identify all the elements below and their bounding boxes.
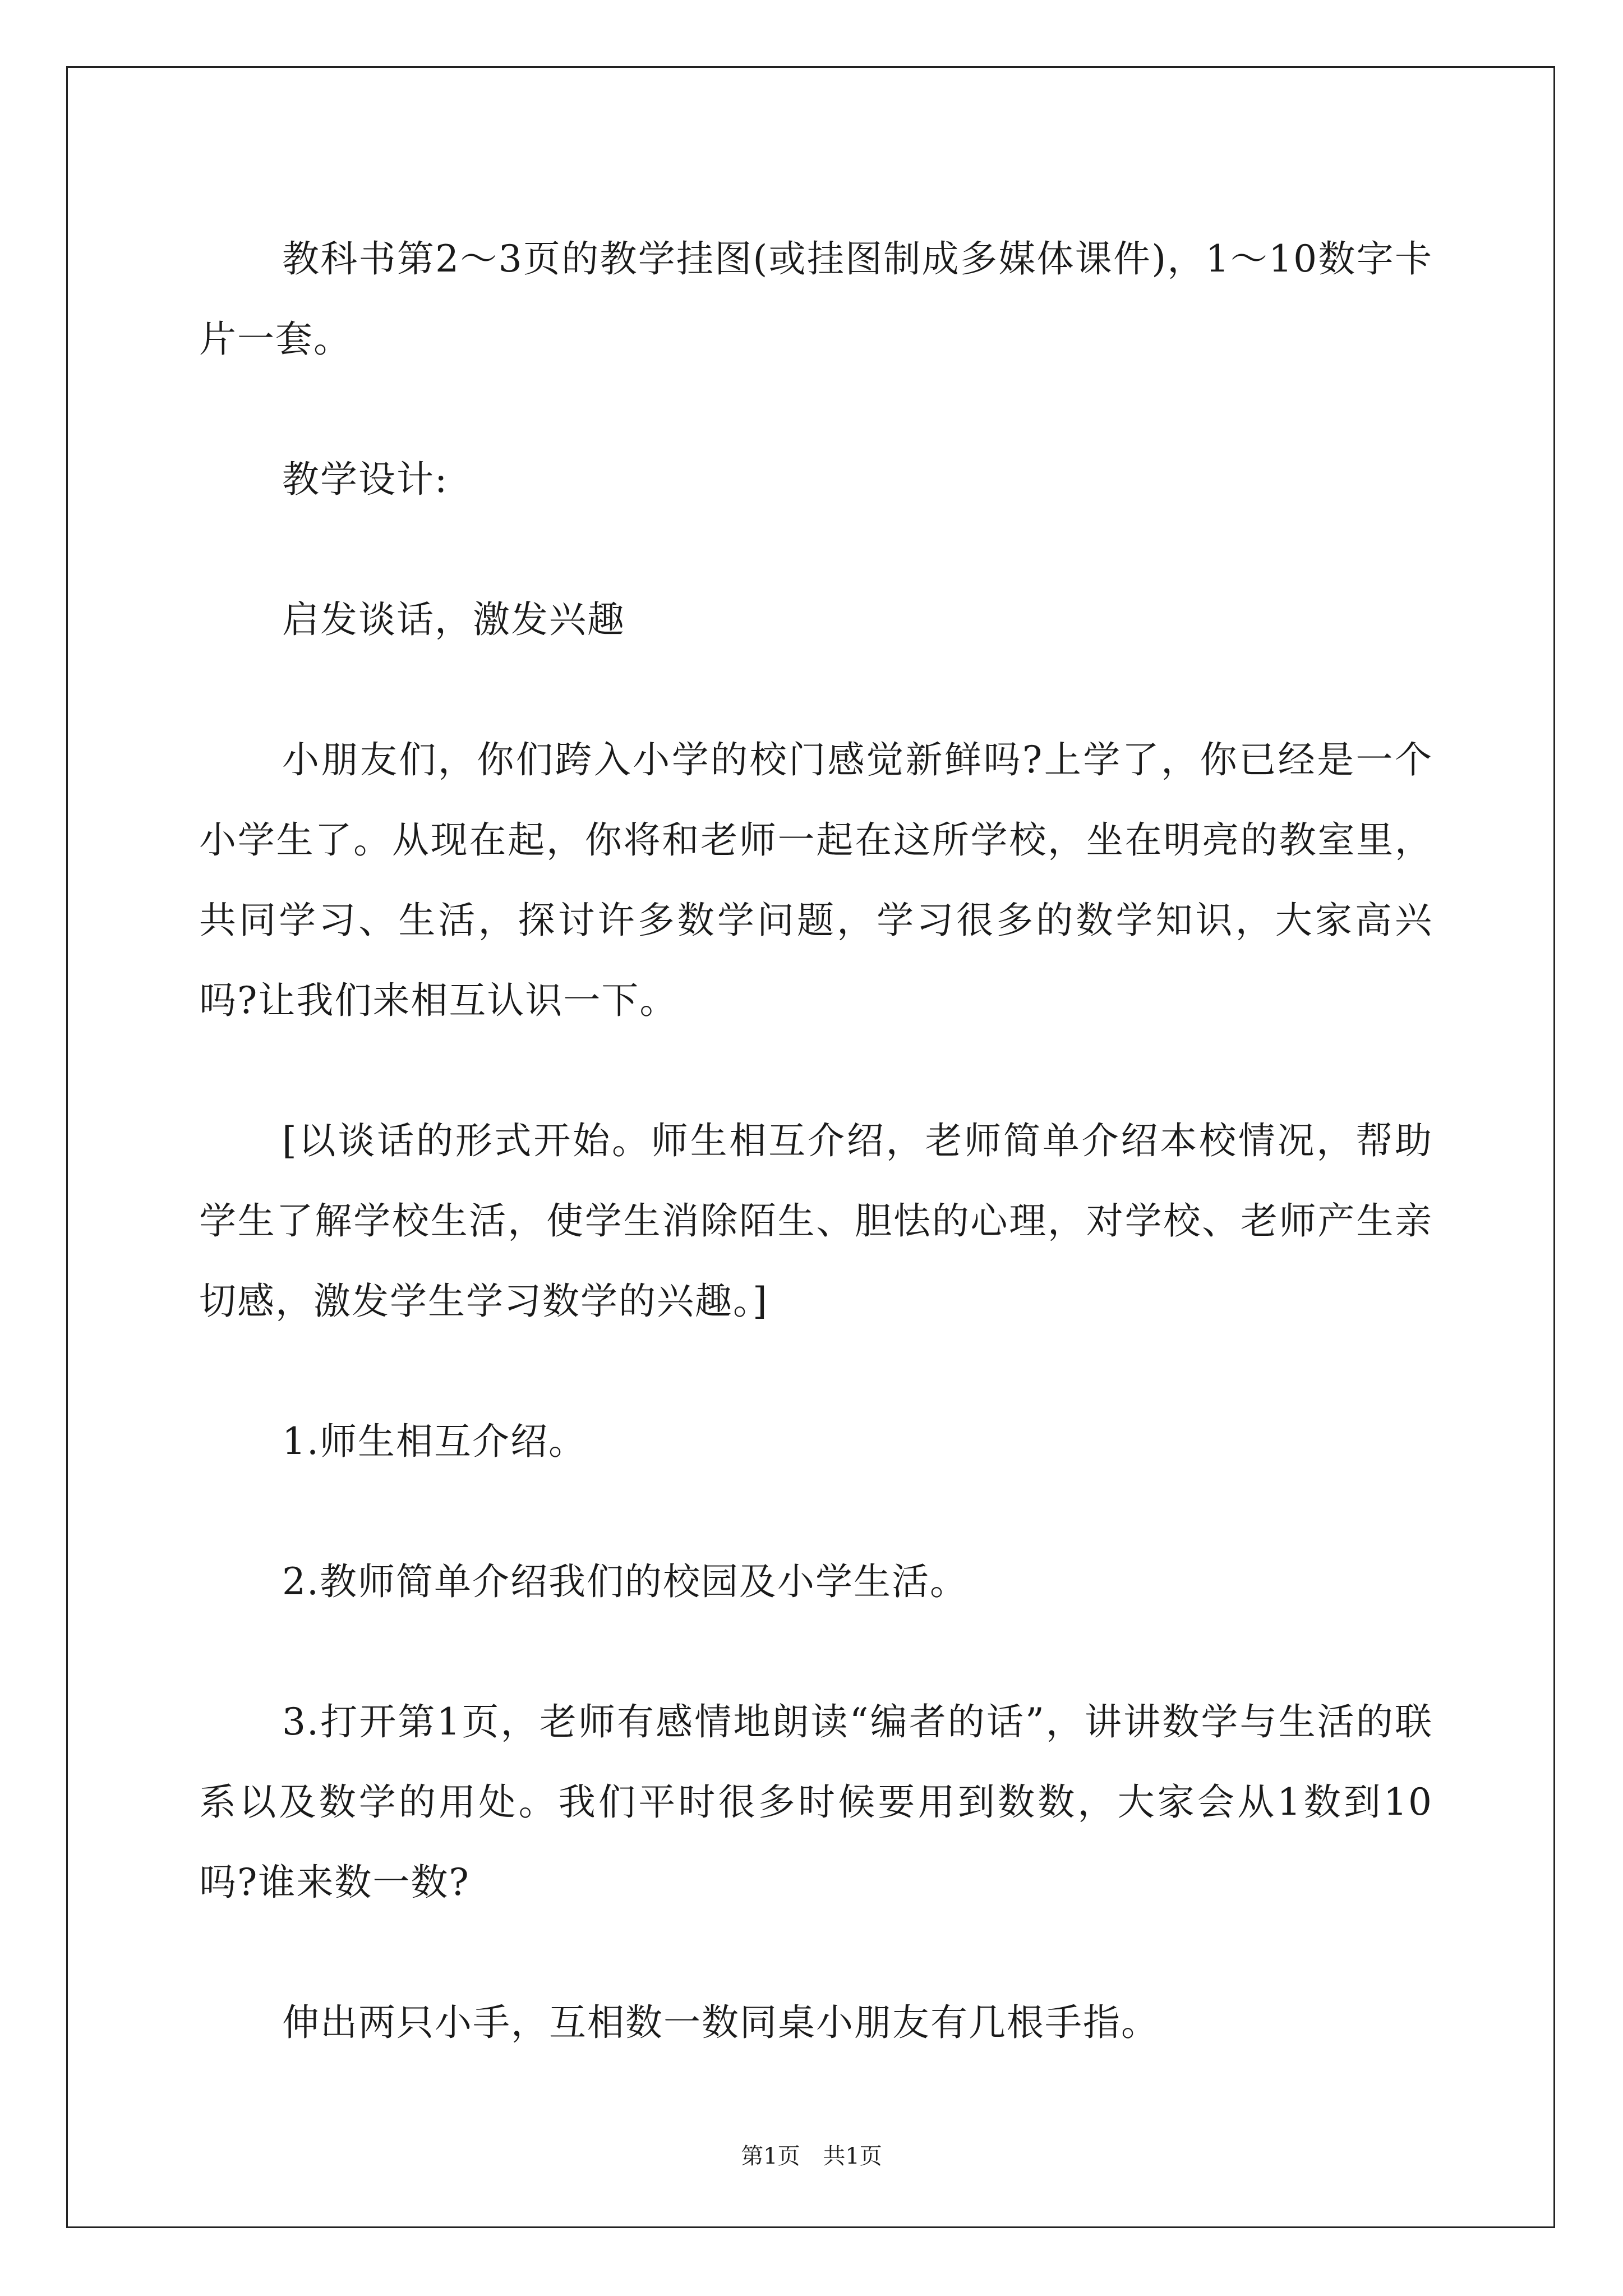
document-body [199, 219, 1433, 2123]
paragraph: 伸出两只小手，互相数一数同桌小朋友有几根手指。 [282, 2001, 1159, 2044]
page-footer [0, 2138, 1623, 2170]
paragraph: 教科书第2～3页的教学挂图(或挂图制成多媒体课件)，1～10数字卡片一套。 [199, 237, 1433, 361]
paragraph: 启发谈话，激发兴趣 [282, 598, 625, 641]
paragraph: 小朋友们，你们跨入小学的校门感觉新鲜吗?上学了，你已经是一个小学生了。从现在起，你将和老师一起在这所学校，坐在明亮的教室里，共同学习、生活，探讨许多数学问题，学习很多的数学知识，大家高兴吗?让我们来相互认识一下。 [199, 738, 1433, 1022]
paragraph: 教学设计: [282, 458, 449, 501]
page-number-total: 共1页 [823, 2143, 882, 2169]
page-number-current: 第1页 [741, 2143, 800, 2169]
paragraph: 2.教师简单介绍我们的校园及小学生活。 [282, 1560, 968, 1603]
paragraph: [以谈话的形式开始。师生相互介绍，老师简单介绍本校情况，帮助学生了解学校生活，使学生消除陌生、胆怯的心理，对学校、老师产生亲切感，激发学生学习数学的兴趣。] [199, 1119, 1433, 1323]
paragraph: 3.打开第1页，老师有感情地朗读“编者的话”，讲讲数学与生活的联系以及数学的用处。我们平时很多时候要用到数数，大家会从1数到10吗?谁来数一数? [199, 1700, 1433, 1904]
paragraph: 1.师生相互介绍。 [282, 1420, 587, 1463]
